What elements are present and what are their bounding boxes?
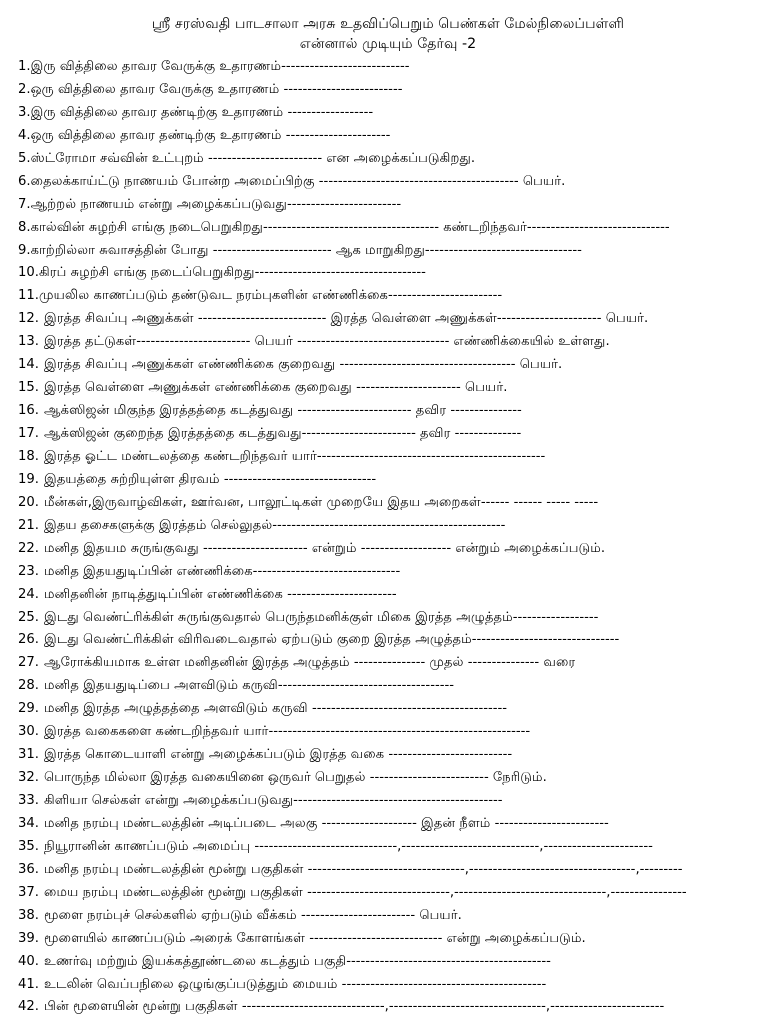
question-number: 35. xyxy=(18,838,39,854)
question-number: 13. xyxy=(18,334,39,350)
question-text: ஒரு வித்திலை தாவர தண்டிற்கு உதாரணம் ---------------------- xyxy=(30,127,391,143)
question-text: ஸ்ட்ரோமா சவ்வின் உட்புறம் ------------------------ என அழைக்கப்படுகிறது. xyxy=(30,150,476,166)
question-item xyxy=(18,377,758,400)
school-name: ஸ்ரீ சரஸ்வதி பாடசாலா அரசு உதவிப்பெறும் பெண்கள் மேல்நிலைப்பள்ளி xyxy=(151,16,625,32)
question-text: இரத்த சிவப்பு அணுக்கள் --------------------------- இரத்த வெள்ளை அணுக்கள்---------------------- பெயர். xyxy=(44,311,649,327)
question-number: 5. xyxy=(18,150,31,166)
question-number: 11. xyxy=(18,288,39,304)
question-text: மீன்கள்,இருவாழ்விகள், ஊர்வன, பாலூட்டிகள் முறையே இதய அறைகள்------ ------ ----- ----- xyxy=(44,494,599,510)
question-text: இரத்த வகைகளை கண்டறிந்தவர் யார்------------------------------------------------------- xyxy=(44,724,531,740)
question-text: உணர்வு மற்றும் இயக்கத்தூண்டலை கடத்தும் பகுதி------------------------------------------- xyxy=(44,953,551,969)
question-text: முயலில காணப்படும் தண்டுவட நரம்புகளின் எண்ணிக்கை------------------------ xyxy=(38,288,503,304)
question-text: பொருந்த மில்லா இரத்த வகையினை ஒருவர் பெறுதல் ------------------------- நேரிடும். xyxy=(44,770,547,786)
question-number: 10. xyxy=(18,265,39,281)
question-item xyxy=(18,882,758,905)
question-text: மனித நரம்பு மண்டலத்தின் அடிப்படை அலகு -------------------- இதன் நீளம் ------------------------ xyxy=(44,815,609,831)
question-text: இரத்த கொடையாளி என்று அழைக்கப்படும் இரத்த வகை -------------------------- xyxy=(44,747,513,763)
question-text: இதய தசைகளுக்கு இரத்தம் செல்லுதல்------------------------------------------------- xyxy=(44,517,506,533)
question-item xyxy=(18,629,758,652)
question-number: 33. xyxy=(18,793,39,808)
question-item xyxy=(18,767,758,790)
question-number: 1. xyxy=(18,59,31,74)
question-item xyxy=(18,675,758,698)
question-list xyxy=(18,56,758,1019)
question-number: 34. xyxy=(18,815,39,831)
question-item xyxy=(18,538,758,561)
question-item xyxy=(18,996,758,1019)
question-number: 23. xyxy=(18,563,39,579)
question-text: இரத்த ஓட்ட மண்டலத்தை கண்டறிந்தவர் யார்------------------------------------------------ xyxy=(44,448,546,464)
question-item xyxy=(18,652,758,675)
question-text: மைய நரம்பு மண்டலத்தின் மூன்று பகுதிகள் ------------------------------,--------------------------------,---------------- xyxy=(44,884,687,900)
question-number: 19. xyxy=(18,471,39,487)
question-item xyxy=(18,836,758,859)
question-item xyxy=(18,974,758,997)
question-number: 9. xyxy=(18,242,31,258)
question-number: 26. xyxy=(18,632,39,648)
question-text: கிரப் சுழற்சி எங்கு நடைப்பெறுகிறது------------------------------------ xyxy=(38,265,426,281)
question-item xyxy=(18,354,758,377)
question-text: இதயத்தை சுற்றியுள்ள திரவம் -------------------------------- xyxy=(44,471,377,487)
question-item xyxy=(18,308,758,331)
question-text: மனிதனின் நாடித்துடிப்பின் எண்ணிக்கை ----------------------- xyxy=(44,586,397,602)
question-item xyxy=(18,240,758,263)
question-text: நியூரானின் காணப்படும் அமைப்பு ------------------------------,-----------------------------,----------------------- xyxy=(44,838,653,854)
question-item xyxy=(18,492,758,515)
question-text: மனித இதயம சுருங்குவது ---------------------- என்றும் ------------------- என்றும் அழைக்கப்படும். xyxy=(44,540,606,556)
question-text: மனித நரம்பு மண்டலத்தின் மூன்று பகுதிகள் ---------------------------------,-----------------------------------,--------- xyxy=(44,861,683,877)
question-number: 39. xyxy=(18,930,39,946)
question-number: 14. xyxy=(18,357,39,373)
question-item xyxy=(18,790,758,813)
question-number: 7. xyxy=(18,196,31,212)
question-text: இடது வெண்ட்ரிக்கிள் விரிவடைவதால் ஏற்படும் குறை இரத்த அழுத்தம்------------------------------- xyxy=(44,632,620,648)
question-text: இரத்த சிவப்பு அணுக்கள் எண்ணிக்கை குறைவது ------------------------------------- பெயர். xyxy=(44,357,563,373)
question-item xyxy=(18,905,758,928)
worksheet-header xyxy=(18,14,758,54)
question-number: 2. xyxy=(18,81,31,97)
question-number: 25. xyxy=(18,609,39,625)
question-number: 6. xyxy=(18,173,31,189)
question-item xyxy=(18,446,758,469)
question-item xyxy=(18,607,758,630)
question-item xyxy=(18,217,758,240)
question-item xyxy=(18,125,758,148)
question-text: கால்வின் சுழற்சி எங்கு நடைபெறுகிறது------------------------------------- கண்டறிந்தவர்------------------------------ xyxy=(30,219,670,235)
question-number: 38. xyxy=(18,907,39,923)
question-text: மனித இரத்த அழுத்தத்தை அளவிடும் கருவி ----------------------------------------- xyxy=(44,701,508,717)
question-number: 41. xyxy=(18,976,39,992)
question-item xyxy=(18,262,758,285)
question-item xyxy=(18,561,758,584)
question-number: 40. xyxy=(18,953,39,969)
question-number: 24. xyxy=(18,586,39,602)
question-number: 12. xyxy=(18,311,39,327)
question-number: 17. xyxy=(18,426,39,441)
question-item xyxy=(18,744,758,767)
question-text: தைலக்காய்ட்டு நாணயம் போன்ற அமைப்பிற்கு ------------------------------------------ பெயர். xyxy=(30,173,566,189)
question-text: இரத்த வெள்ளை அணுக்கள் எண்ணிக்கை குறைவது ---------------------- பெயர். xyxy=(44,380,508,396)
question-number: 8. xyxy=(18,219,31,235)
question-number: 21. xyxy=(18,517,39,533)
question-number: 28. xyxy=(18,678,39,694)
question-item xyxy=(18,698,758,721)
question-text: ஆக்ஸிஜன் குறைந்த இரத்தத்தை கடத்துவது------------------------ தவிர -------------- xyxy=(44,426,522,441)
question-text: ஆற்றல் நாணயம் என்று அழைக்கப்படுவது------------------------ xyxy=(30,196,402,212)
question-item xyxy=(18,584,758,607)
question-text: ஆக்ஸிஜன் மிகுந்த இரத்தத்தை கடத்துவது ------------------------ தவிர --------------- xyxy=(44,403,522,419)
question-text: இடது வெண்ட்ரிக்கிள் சுருங்குவதால் பெருந்தமனிக்குள் மிகை இரத்த அழுத்தம்------------------ xyxy=(44,609,599,625)
question-item xyxy=(18,79,758,102)
question-item xyxy=(18,56,758,79)
question-item xyxy=(18,194,758,217)
question-number: 22. xyxy=(18,540,39,556)
question-number: 15. xyxy=(18,380,39,396)
question-item xyxy=(18,928,758,951)
question-number: 27. xyxy=(18,655,39,671)
question-item xyxy=(18,813,758,836)
question-text: ஒரு வித்திலை தாவர வேருக்கு உதாரணம் ------------------------- xyxy=(30,81,403,97)
question-text: கிளியா செல்கள் என்று அழைக்கப்படுவது-------------------------------------------- xyxy=(44,793,503,808)
question-number: 4. xyxy=(18,127,31,143)
question-number: 20. xyxy=(18,494,39,510)
question-number: 42. xyxy=(18,999,39,1015)
question-text: மூளையில் காணப்படும் அரைக் கோளங்கள் ---------------------------- என்று அழைக்கப்படும். xyxy=(44,930,586,946)
question-item xyxy=(18,285,758,308)
question-number: 32. xyxy=(18,770,39,786)
question-text: இரு வித்திலை தாவர வேருக்கு உதாரணம்--------------------------- xyxy=(30,59,410,74)
question-text: ஆரோக்கியமாக உள்ள மனிதனின் இரத்த அழுத்தம் --------------- முதல் --------------- வரை xyxy=(44,655,576,671)
question-item xyxy=(18,951,758,974)
question-item xyxy=(18,400,758,423)
question-text: மூளை நரம்புச் செல்களில் ஏற்படும் வீக்கம் ------------------------ பெயர். xyxy=(44,907,462,923)
question-number: 31. xyxy=(18,747,39,763)
question-item xyxy=(18,171,758,194)
question-item xyxy=(18,469,758,492)
question-text: இரத்த தட்டுகள்------------------------ பெயர் -------------------------------- எண்ணிக்கையில் உள்ளது. xyxy=(44,334,610,350)
question-number: 29. xyxy=(18,701,39,717)
question-number: 16. xyxy=(18,403,39,419)
question-item xyxy=(18,148,758,171)
question-number: 37. xyxy=(18,884,39,900)
question-item xyxy=(18,102,758,125)
question-text: பின் மூளையின் மூன்று பகுதிகள் ------------------------------,---------------------------------,------------------------ xyxy=(44,999,665,1015)
question-number: 30. xyxy=(18,724,39,740)
question-item xyxy=(18,423,758,446)
question-item xyxy=(18,721,758,744)
question-text: உடலின் வெப்பநிலை ஒழுங்குப்படுத்தும் மையம் ------------------------------------------- xyxy=(44,976,547,992)
question-number: 36. xyxy=(18,861,39,877)
question-text: இரு வித்திலை தாவர தண்டிற்கு உதாரணம் ------------------ xyxy=(30,104,374,120)
question-text: மனித இதயதுடிப்பை அளவிடும் கருவி------------------------------------- xyxy=(44,678,454,694)
question-text: காற்றில்லா சுவாசத்தின் போது ------------------------- ஆக மாறுகிறது--------------------------------- xyxy=(30,242,582,258)
question-number: 18. xyxy=(18,448,39,464)
question-item xyxy=(18,331,758,354)
exam-title: என்னால் முடியும் தேர்வு -2 xyxy=(299,36,477,52)
question-item xyxy=(18,515,758,538)
question-number: 3. xyxy=(18,104,31,120)
question-text: மனித இதயதுடிப்பின் எண்ணிக்கை------------------------------- xyxy=(44,563,401,579)
question-item xyxy=(18,859,758,882)
